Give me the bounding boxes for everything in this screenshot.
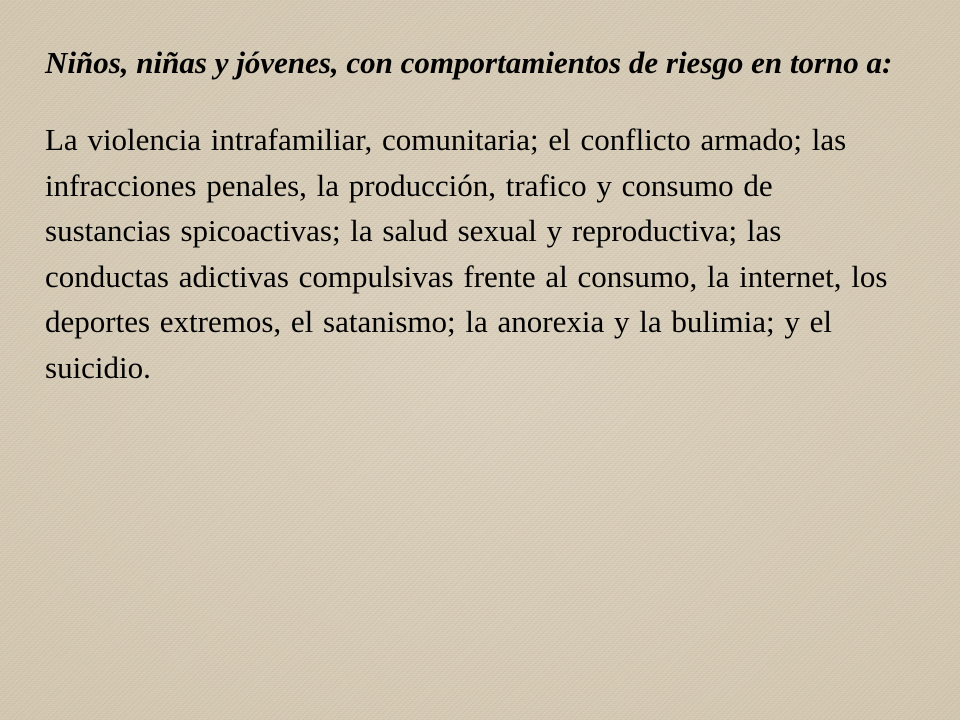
slide-body-text: La violencia intrafamiliar, comunitaria; el conflicto armado; las infracciones penales, la producción, trafico y consumo de sustancias spicoactivas; la salud sexual y reproductiva; las conductas adictivas compulsivas frente al consumo, la internet, los deportes extremos, el satanismo; la anorexia y la bulimia; y el suicidio. xyxy=(45,122,888,385)
slide-heading: Niños, niñas y jóvenes, con comportamientos de riesgo en torno a: xyxy=(45,45,893,80)
slide-content xyxy=(45,40,905,390)
